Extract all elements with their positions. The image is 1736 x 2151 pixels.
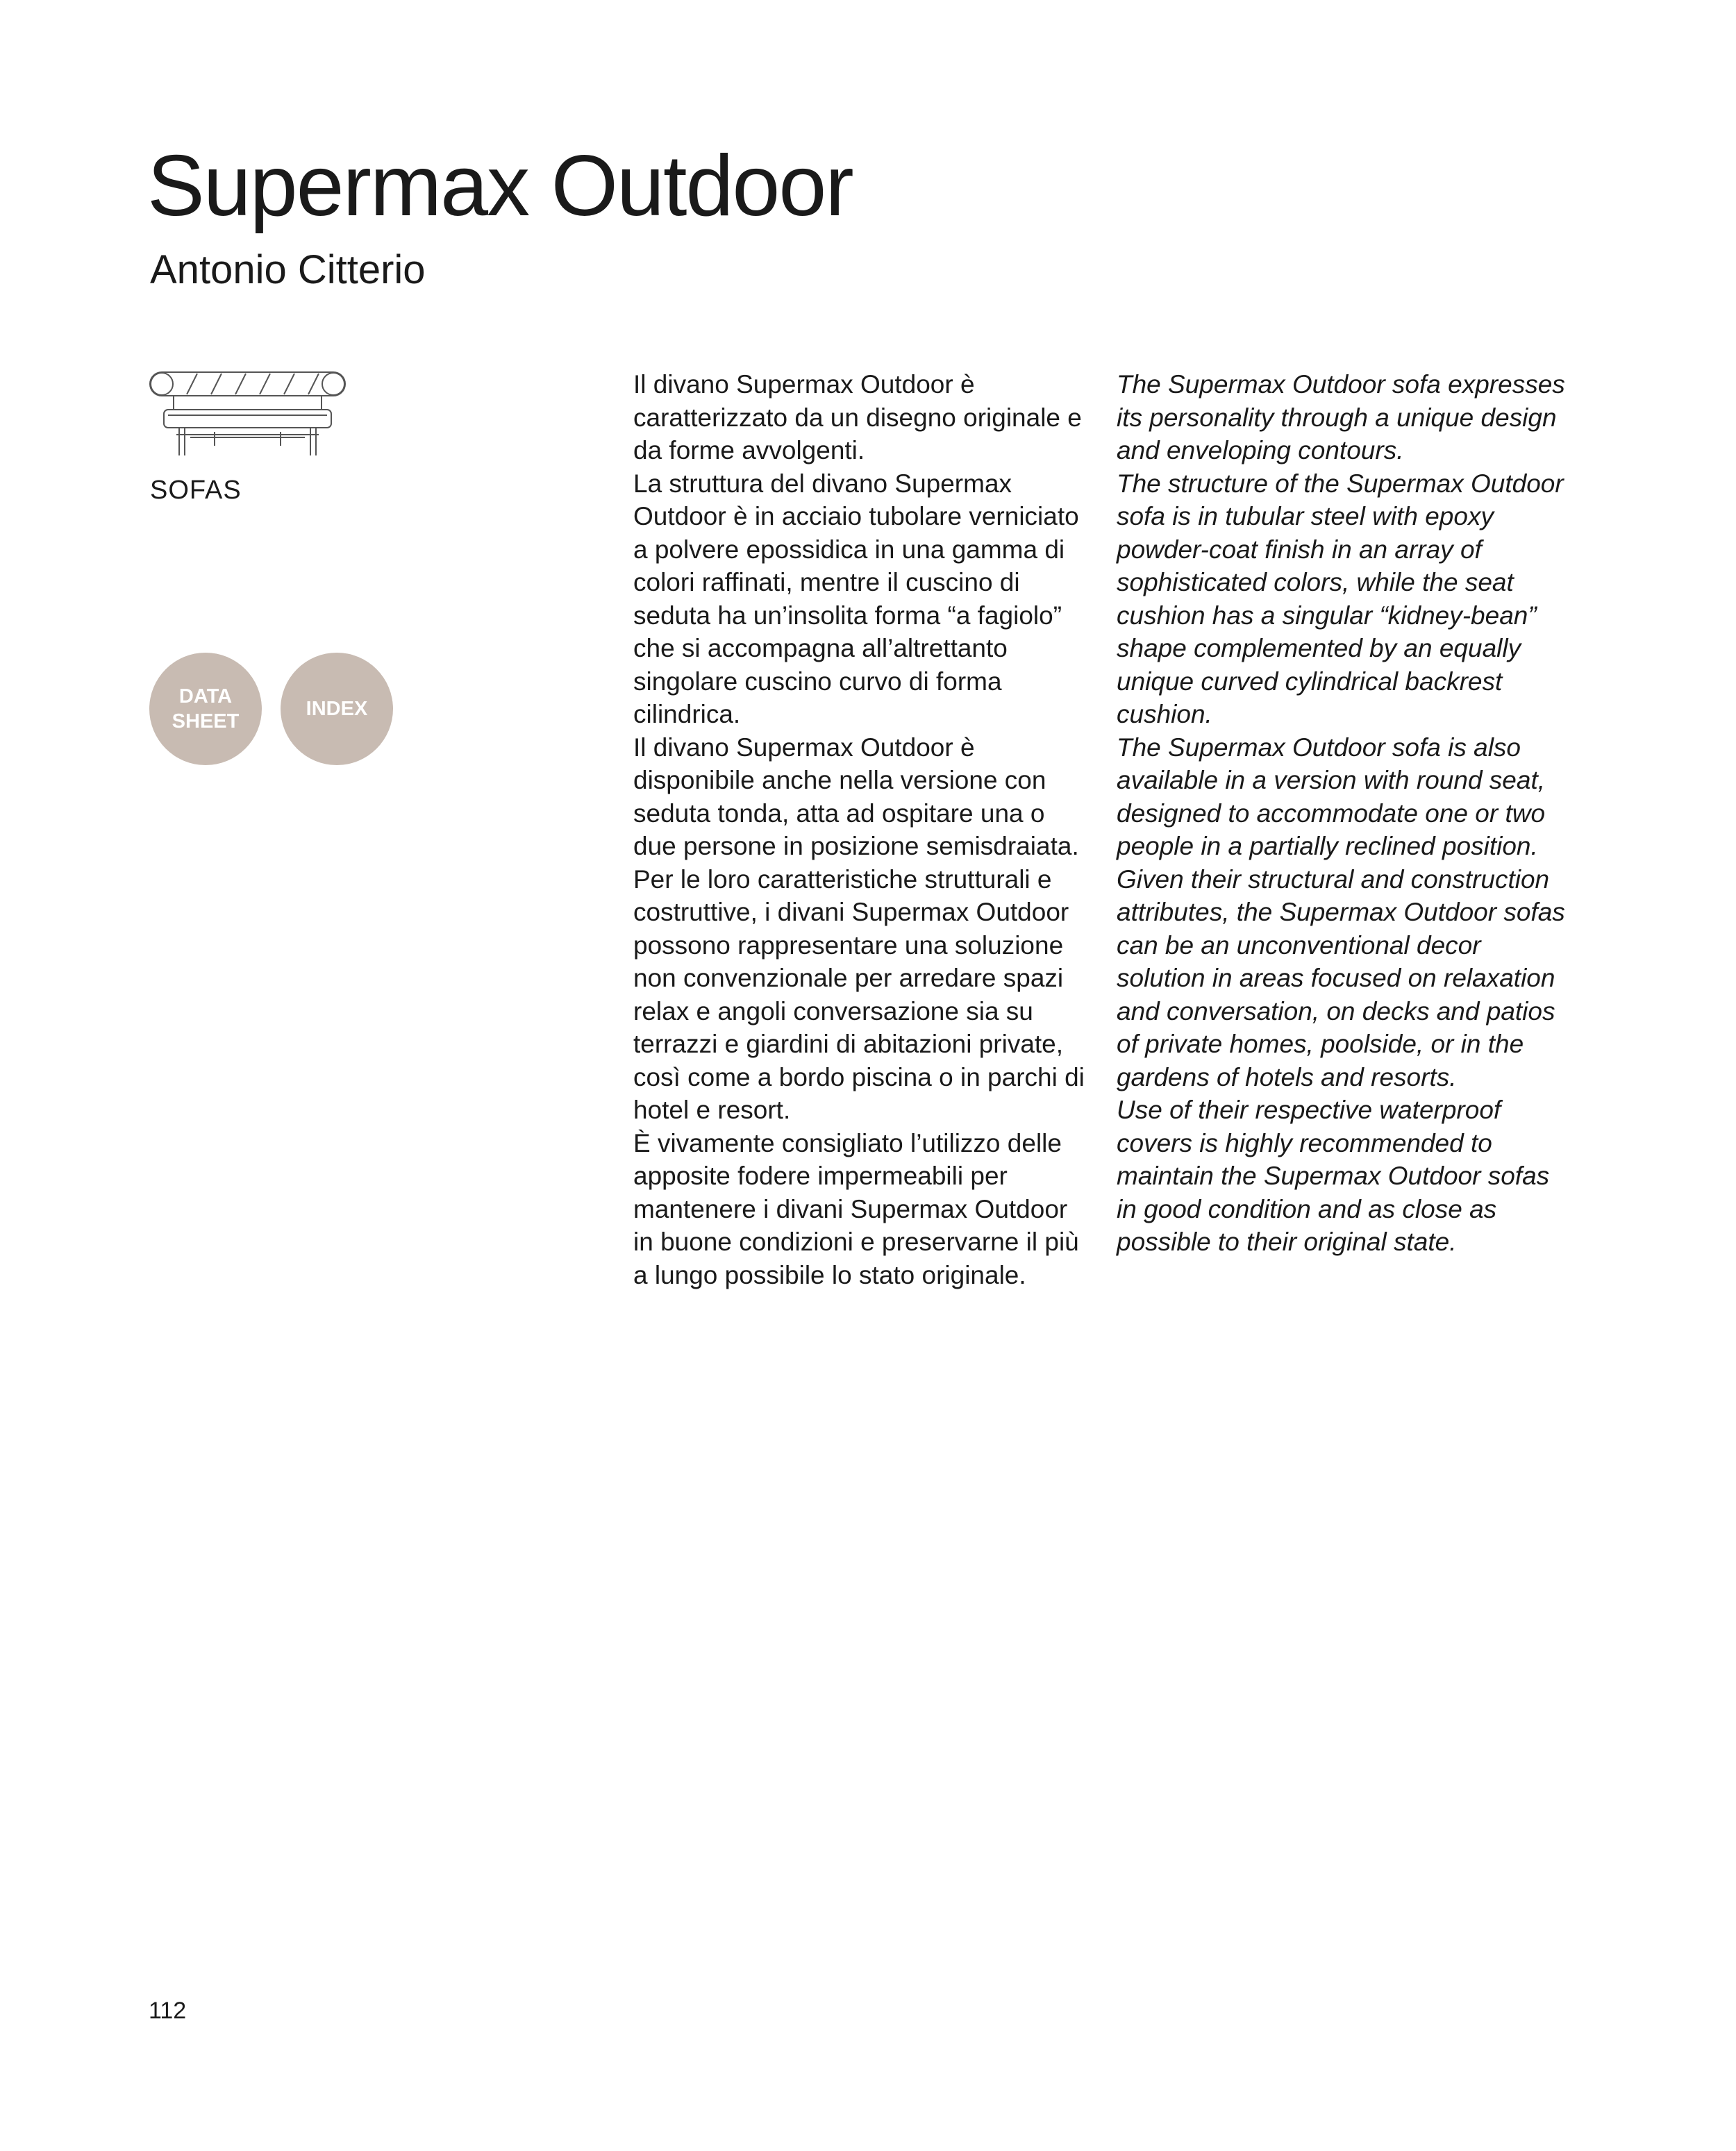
page-number: 112 — [149, 1998, 187, 2024]
italian-paragraph: Per le loro caratteristiche strutturali e costruttive, i divani Supermax Outdoor possono rappresentare una soluzione non convenzionale per arredare spazi relax e angoli conversazione sia su terrazzi e giardini di abitazioni private, così come a bordo piscina o in parchi di hotel e resort. — [633, 864, 1085, 1124]
english-paragraph: The structure of the Supermax Outdoor sofa is in tubular steel with epoxy powder-coat finish in an array of sophisticated colors, while the seat cushion has a singular “kidney-bean” shape complemented by an equally unique curved cylindrical backrest cushion. — [1117, 469, 1564, 728]
page-title: Supermax Outdoor — [147, 138, 853, 234]
english-paragraph: The Supermax Outdoor sofa expresses its personality through a unique design and enveloping contours. — [1117, 370, 1565, 464]
designer-name: Antonio Citterio — [150, 247, 426, 292]
category-label: SOFAS — [150, 476, 242, 505]
english-paragraph: Given their structural and construction attributes, the Supermax Outdoor sofas can be an unconventional decor solution in areas focused on relaxation and conversation, on decks and patios of private homes, poolside, or in the gardens of hotels and resorts. — [1117, 864, 1565, 1091]
italian-paragraph: Il divano Supermax Outdoor è caratterizzato da un disegno originale e da forme avvolgenti. — [633, 370, 1082, 464]
index-button[interactable] — [281, 653, 393, 765]
italian-description — [633, 368, 1092, 1291]
english-paragraph: Use of their respective waterproof covers is highly recommended to maintain the Supermax Outdoor sofas in good condition and as close as possible to their original state. — [1117, 1096, 1550, 1256]
english-description — [1117, 368, 1575, 1259]
italian-paragraph: La struttura del divano Supermax Outdoor è in acciaio tubolare verniciato a polvere epossidica in una gamma di colori raffinati, mentre il cuscino di seduta ha un’insolita forma “a fagiolo” che si accompagna all’altrettanto singolare cuscino curvo di forma cilindrica. — [633, 469, 1079, 728]
sofa-icon — [149, 371, 347, 458]
italian-paragraph: Il divano Supermax Outdoor è disponibile anche nella versione con seduta tonda, atta ad ospitare una o due persone in posizione semisdraiata. — [633, 733, 1079, 860]
english-paragraph: The Supermax Outdoor sofa is also available in a version with round seat, designed to accommodate one or two people in a partially reclined position. — [1117, 733, 1546, 860]
italian-paragraph: È vivamente consigliato l’utilizzo delle apposite fodere impermeabili per mantenere i divani Supermax Outdoor in buone condizioni e preservarne il più a lungo possibile lo stato originale. — [633, 1128, 1079, 1289]
data-sheet-button-label: DATA SHEET — [172, 685, 240, 733]
index-button-label: INDEX — [306, 697, 368, 720]
data-sheet-button[interactable] — [149, 653, 262, 765]
